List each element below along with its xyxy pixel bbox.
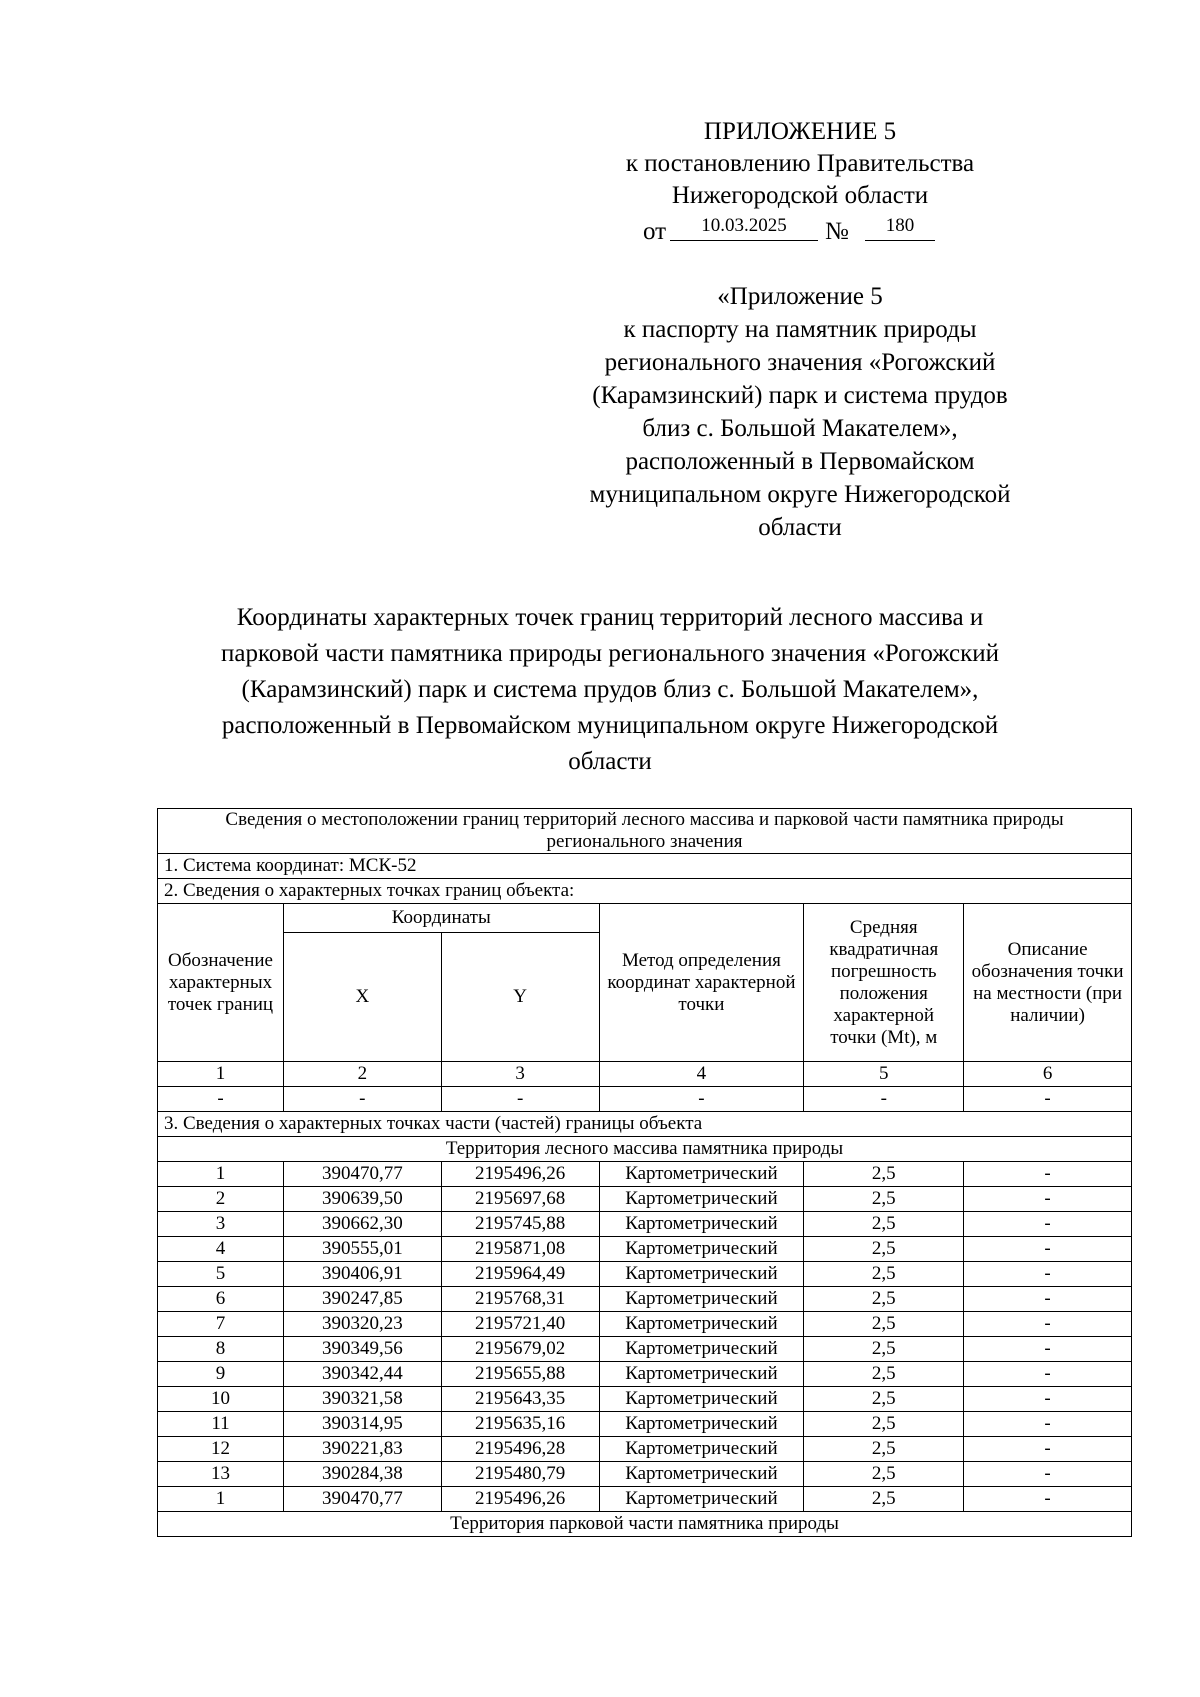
appendix-header: [580, 116, 1020, 252]
empty-cell: -: [599, 1087, 804, 1112]
method-cell: Картометрический: [599, 1337, 804, 1362]
description-cell: -: [964, 1312, 1132, 1337]
x-cell: 390639,50: [283, 1187, 441, 1212]
x-cell: 390320,23: [283, 1312, 441, 1337]
order-date: 10.03.2025: [670, 212, 818, 241]
passport-line: (Карамзинский) парк и система прудов: [592, 382, 1008, 409]
table-row: [158, 1237, 1132, 1262]
y-cell: 2195871,08: [441, 1237, 599, 1262]
forest-territory-title: Территория лесного массива памятника природы: [158, 1137, 1132, 1162]
point-number-cell: 6: [158, 1287, 284, 1312]
header-description: Описание обозначения точки на местности (при наличии): [964, 904, 1132, 1062]
point-number-cell: 2: [158, 1187, 284, 1212]
description-cell: -: [964, 1262, 1132, 1287]
point-number-cell: 12: [158, 1437, 284, 1462]
description-cell: -: [964, 1337, 1132, 1362]
method-cell: Картометрический: [599, 1487, 804, 1512]
method-cell: Картометрический: [599, 1162, 804, 1187]
x-cell: 390555,01: [283, 1237, 441, 1262]
point-number-cell: 9: [158, 1362, 284, 1387]
number-sign: №: [825, 218, 849, 245]
table-row: [158, 1487, 1132, 1512]
title-line: расположенный в Первомайском муниципальном округе Нижегородской: [221, 712, 999, 739]
y-cell: 2195964,49: [441, 1262, 599, 1287]
empty-cell: -: [964, 1087, 1132, 1112]
section-2: 2. Сведения о характерных точках границ объекта:: [158, 879, 1132, 904]
method-cell: Картометрический: [599, 1462, 804, 1487]
error-cell: 2,5: [804, 1412, 964, 1437]
table-row: [158, 1337, 1132, 1362]
point-number-cell: 1: [158, 1162, 284, 1187]
title-line: парковой части памятника природы регионального значения «Рогожский: [220, 640, 1000, 667]
header-y: Y: [441, 933, 599, 1062]
error-cell: 2,5: [804, 1237, 964, 1262]
point-number-cell: 8: [158, 1337, 284, 1362]
y-cell: 2195697,68: [441, 1187, 599, 1212]
from-label: от: [643, 218, 667, 245]
section-3: 3. Сведения о характерных точках части (частей) границы объекта: [158, 1112, 1132, 1137]
header-designation: Обозначение характерных точек границ: [158, 904, 284, 1062]
method-cell: Картометрический: [599, 1212, 804, 1237]
x-cell: 390406,91: [283, 1262, 441, 1287]
description-cell: -: [964, 1412, 1132, 1437]
table-row: [158, 1212, 1132, 1237]
y-cell: 2195745,88: [441, 1212, 599, 1237]
error-cell: 2,5: [804, 1462, 964, 1487]
x-cell: 390321,58: [283, 1387, 441, 1412]
description-cell: -: [964, 1187, 1132, 1212]
y-cell: 2195480,79: [441, 1462, 599, 1487]
table-caption: Сведения о местоположении границ территорий лесного массива и парковой части памятника природы регионального значения: [158, 809, 1132, 854]
empty-cell: -: [158, 1087, 284, 1112]
passport-appendix: [540, 280, 1060, 544]
title-line: (Карамзинский) парк и система прудов близ с. Большой Макателем»,: [241, 676, 979, 703]
error-cell: 2,5: [804, 1337, 964, 1362]
table-row: [158, 1462, 1132, 1487]
document-title: [160, 600, 1060, 780]
error-cell: 2,5: [804, 1262, 964, 1287]
title-line: области: [568, 748, 652, 775]
y-cell: 2195496,26: [441, 1487, 599, 1512]
y-cell: 2195635,16: [441, 1412, 599, 1437]
x-cell: 390349,56: [283, 1337, 441, 1362]
x-cell: 390470,77: [283, 1162, 441, 1187]
coordinates-table: [157, 808, 1132, 1537]
point-number-cell: 10: [158, 1387, 284, 1412]
point-number-cell: 5: [158, 1262, 284, 1287]
x-cell: 390470,77: [283, 1487, 441, 1512]
empty-cell: -: [283, 1087, 441, 1112]
error-cell: 2,5: [804, 1387, 964, 1412]
point-number-cell: 1: [158, 1487, 284, 1512]
y-cell: 2195655,88: [441, 1362, 599, 1387]
error-cell: 2,5: [804, 1287, 964, 1312]
y-cell: 2195643,35: [441, 1387, 599, 1412]
y-cell: 2195721,40: [441, 1312, 599, 1337]
appendix-line-1: к постановлению Правительства: [625, 150, 975, 177]
passport-line: близ с. Большой Макателем»,: [642, 415, 958, 442]
description-cell: -: [964, 1212, 1132, 1237]
column-number: 3: [441, 1062, 599, 1087]
header-x: X: [283, 933, 441, 1062]
description-cell: -: [964, 1362, 1132, 1387]
header-error: Средняя квадратичная погрешность положения характерной точки (Mt), м: [804, 904, 964, 1062]
method-cell: Картометрический: [599, 1312, 804, 1337]
error-cell: 2,5: [804, 1362, 964, 1387]
order-number: 180: [865, 212, 935, 241]
empty-cell: -: [441, 1087, 599, 1112]
description-cell: -: [964, 1162, 1132, 1187]
point-number-cell: 4: [158, 1237, 284, 1262]
x-cell: 390662,30: [283, 1212, 441, 1237]
method-cell: Картометрический: [599, 1437, 804, 1462]
column-number: 2: [283, 1062, 441, 1087]
x-cell: 390284,38: [283, 1462, 441, 1487]
error-cell: 2,5: [804, 1212, 964, 1237]
table-row: [158, 1287, 1132, 1312]
method-cell: Картометрический: [599, 1287, 804, 1312]
error-cell: 2,5: [804, 1187, 964, 1212]
title-line: Координаты характерных точек границ территорий лесного массива и: [236, 604, 984, 631]
passport-line: к паспорту на памятник природы: [623, 316, 977, 343]
x-cell: 390342,44: [283, 1362, 441, 1387]
column-number: 4: [599, 1062, 804, 1087]
table-row: [158, 1437, 1132, 1462]
passport-line: области: [758, 514, 842, 541]
description-cell: -: [964, 1237, 1132, 1262]
column-number: 5: [804, 1062, 964, 1087]
passport-line: регионального значения «Рогожский: [604, 349, 996, 376]
y-cell: 2195768,31: [441, 1287, 599, 1312]
table-row: [158, 1162, 1132, 1187]
point-number-cell: 13: [158, 1462, 284, 1487]
table-row: [158, 1187, 1132, 1212]
x-cell: 390221,83: [283, 1437, 441, 1462]
appendix-line-2: Нижегородской области: [671, 182, 929, 209]
table-row: [158, 1312, 1132, 1337]
table-row: [158, 1412, 1132, 1437]
error-cell: 2,5: [804, 1487, 964, 1512]
description-cell: -: [964, 1487, 1132, 1512]
error-cell: 2,5: [804, 1312, 964, 1337]
x-cell: 390314,95: [283, 1412, 441, 1437]
section-1: 1. Система координат: МСК-52: [158, 854, 1132, 879]
point-number-cell: 11: [158, 1412, 284, 1437]
column-number: 1: [158, 1062, 284, 1087]
passport-line: «Приложение 5: [717, 283, 883, 310]
park-territory-title: Территория парковой части памятника природы: [158, 1512, 1132, 1537]
table-row: [158, 1387, 1132, 1412]
empty-cell: -: [804, 1087, 964, 1112]
table-row: [158, 1262, 1132, 1287]
passport-line: расположенный в Первомайском: [625, 448, 975, 475]
method-cell: Картометрический: [599, 1412, 804, 1437]
y-cell: 2195496,28: [441, 1437, 599, 1462]
passport-line: муниципальном округе Нижегородской: [589, 481, 1011, 508]
column-numbers-row: [158, 1062, 1132, 1087]
description-cell: -: [964, 1387, 1132, 1412]
y-cell: 2195679,02: [441, 1337, 599, 1362]
header-coordinates: Координаты: [283, 904, 599, 933]
appendix-title: ПРИЛОЖЕНИЕ 5: [703, 118, 897, 145]
description-cell: -: [964, 1437, 1132, 1462]
order-line: [580, 212, 1020, 252]
column-number: 6: [964, 1062, 1132, 1087]
method-cell: Картометрический: [599, 1362, 804, 1387]
description-cell: -: [964, 1462, 1132, 1487]
point-number-cell: 7: [158, 1312, 284, 1337]
error-cell: 2,5: [804, 1437, 964, 1462]
method-cell: Картометрический: [599, 1237, 804, 1262]
header-method: Метод определения координат характерной точки: [599, 904, 804, 1062]
method-cell: Картометрический: [599, 1262, 804, 1287]
x-cell: 390247,85: [283, 1287, 441, 1312]
empty-row: [158, 1087, 1132, 1112]
point-number-cell: 3: [158, 1212, 284, 1237]
method-cell: Картометрический: [599, 1187, 804, 1212]
description-cell: -: [964, 1287, 1132, 1312]
error-cell: 2,5: [804, 1162, 964, 1187]
method-cell: Картометрический: [599, 1387, 804, 1412]
table-row: [158, 1362, 1132, 1387]
y-cell: 2195496,26: [441, 1162, 599, 1187]
